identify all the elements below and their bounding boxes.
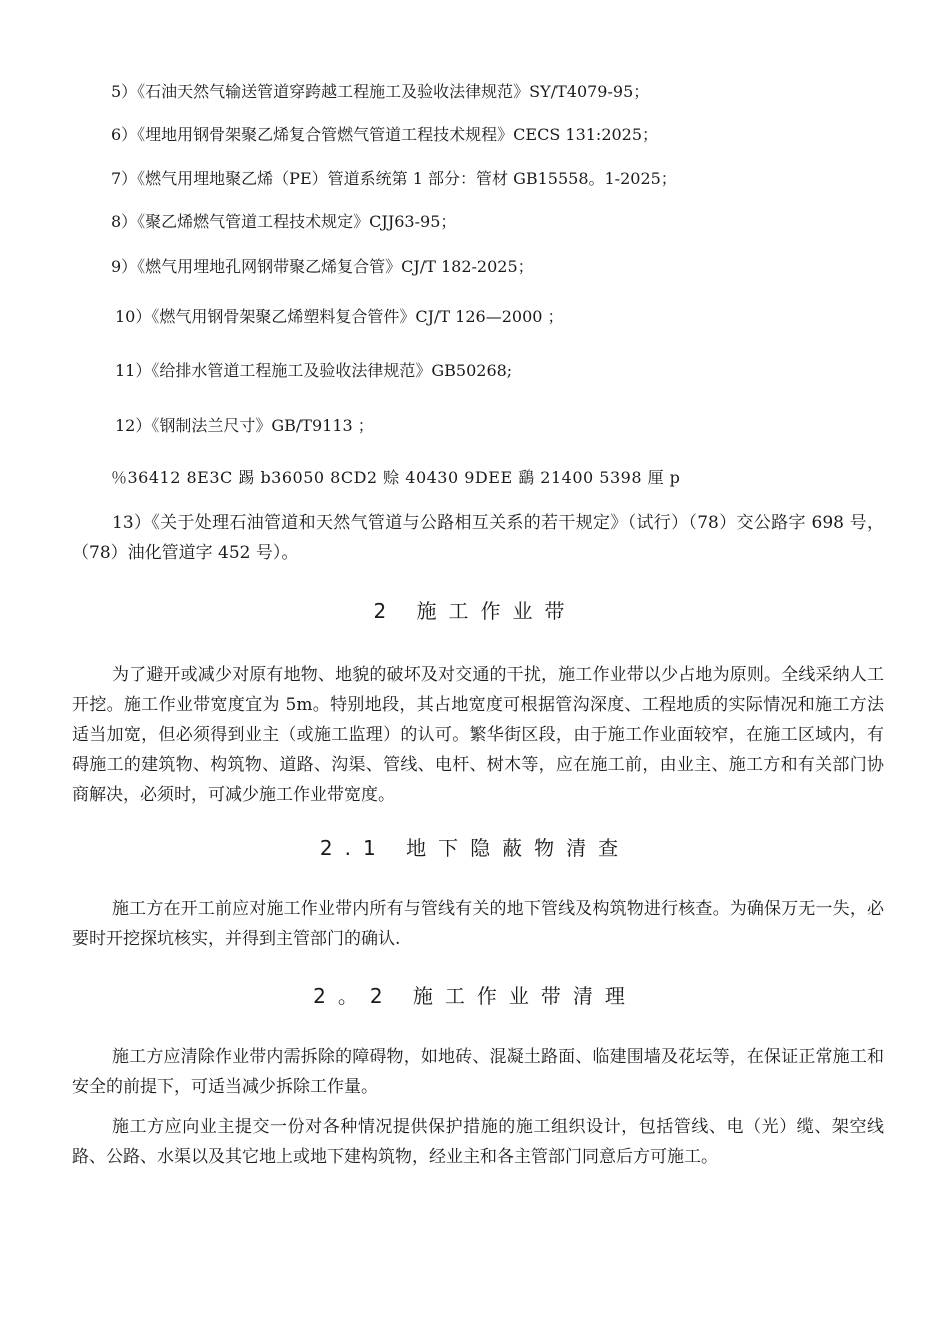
section-2-2-heading: 2。2 施工作业带清理	[313, 984, 637, 1008]
noise-line: ％36412 8E3C 踢 b36050 8CD2 赊 40430 9DEE 鷂 21400 5398 厘 p	[111, 468, 681, 487]
reference-5: 5）《石油天然气输送管道穿跨越工程施工及验收法律规范》SY/T4079-95；	[111, 82, 650, 101]
section-2-2-paragraph-2: 施工方应向业主提交一份对各种情况提供保护措施的施工组织设计，包括管线、电（光）缆、架空线路、公路、水渠以及其它地上或地下建构筑物，经业主和各主管部门同意后方可施工。	[72, 1117, 884, 1167]
reference-10: 10）《燃气用钢骨架聚乙烯塑料复合管件》CJ/T 126—2000 ；	[115, 307, 564, 326]
section-2-heading: 2 施工作业带	[373, 599, 577, 623]
section-2-1-heading: 2.1 地下隐蔽物清查	[319, 836, 631, 860]
reference-13: 13）《关于处理石油管道和天然气管道与公路相互关系的若干规定》（试行）（78）交公路字 698 号，（78）油化管道字 452 号）。	[72, 513, 884, 563]
reference-9: 9）《燃气用埋地孔网钢带聚乙烯复合管》CJ/T 182-2025；	[111, 257, 534, 276]
reference-11: 11）《给排水管道工程施工及验收法律规范》GB50268;	[115, 361, 513, 380]
reference-12: 12）《钢制法兰尺寸》GB/T9113 ；	[115, 416, 374, 435]
section-2-paragraph: 为了避开或减少对原有地物、地貌的破坏及对交通的干扰，施工作业带以少占地为原则。全线采纳人工开挖。施工作业带宽度宜为 5m。特别地段，其占地宽度可根据管沟深度、工程地质的实际情况和施工方法适当加宽，但必须得到业主（或施工监理）的认可。繁华街区段，由于施工作业面较窄，在施工区域内，有碍施工的建筑物、构筑物、道路、沟渠、管线、电杆、树木等，应在施工前，由业主、施工方和有关部门协商解决，必须时，可减少施工作业带宽度。	[72, 665, 884, 805]
reference-7: 7）《燃气用埋地聚乙烯（PE）管道系统第 1 部分：管材 GB15558。1-2025；	[111, 169, 677, 188]
reference-8: 8）《聚乙烯燃气管道工程技术规定》CJJ63-95；	[111, 212, 457, 231]
reference-6: 6）《埋地用钢骨架聚乙烯复合管燃气管道工程技术规程》CECS 131:2025；	[111, 125, 659, 144]
section-2-1-paragraph: 施工方在开工前应对施工作业带内所有与管线有关的地下管线及构筑物进行核查。为确保万无一失，必要时开挖探坑核实，并得到主管部门的确认.	[72, 899, 884, 949]
section-2-2-paragraph-1: 施工方应清除作业带内需拆除的障碍物，如地砖、混凝土路面、临建围墙及花坛等，在保证正常施工和安全的前提下，可适当减少拆除工作量。	[72, 1047, 884, 1097]
